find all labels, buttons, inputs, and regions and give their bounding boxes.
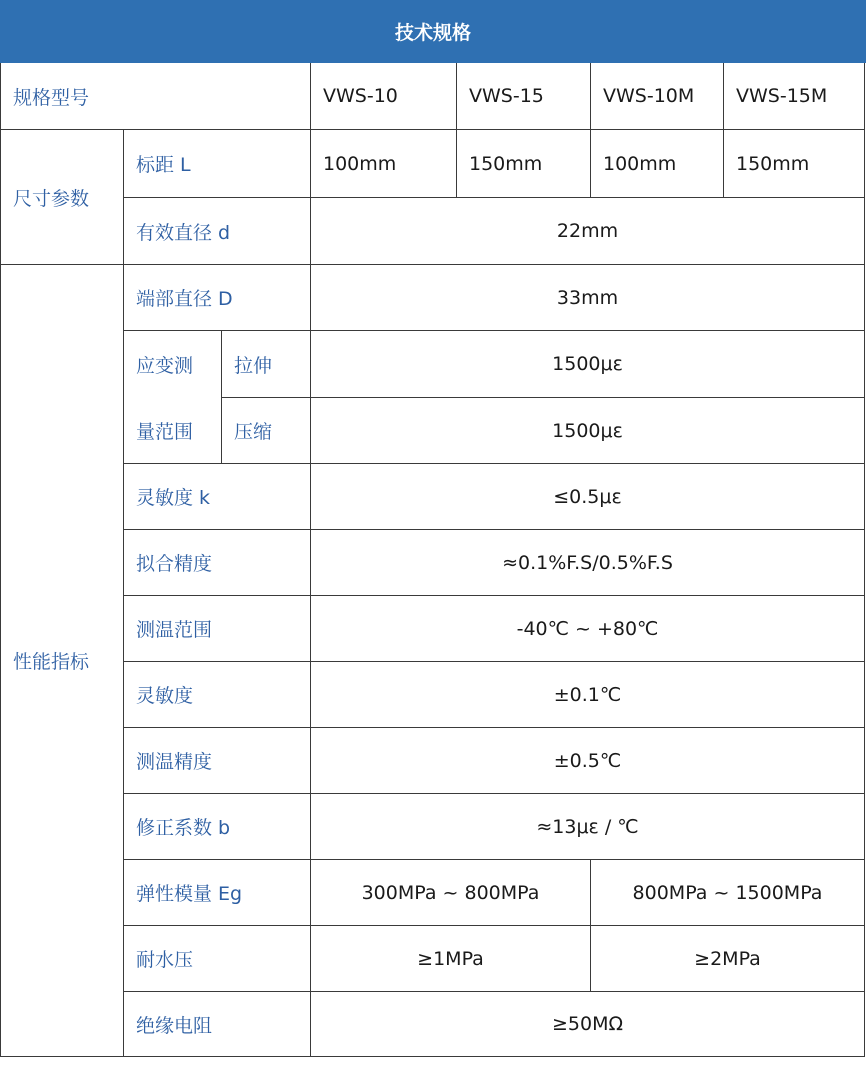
elastic-modulus-value: 800MPa ~ 1500MPa — [591, 860, 865, 926]
end-diameter-value: 33mm — [311, 265, 865, 331]
temp-range-value: -40℃ ~ +80℃ — [311, 596, 865, 662]
elastic-modulus-value: 300MPa ~ 800MPa — [311, 860, 591, 926]
strain-range-label-line2: 量范围 — [124, 398, 222, 464]
temp-sensitivity-label: 灵敏度 — [124, 662, 311, 728]
correction-b-value: ≈13με / ℃ — [311, 794, 865, 860]
insulation-label: 绝缘电阻 — [124, 992, 311, 1057]
fit-accuracy-label: 拟合精度 — [124, 530, 311, 596]
temp-accuracy-label: 测温精度 — [124, 728, 311, 794]
gauge-length-value: 100mm — [311, 130, 457, 198]
sensitivity-k-value: ≤0.5με — [311, 464, 865, 530]
gauge-length-value: 100mm — [591, 130, 724, 198]
model-cell: VWS-10M — [591, 63, 724, 130]
water-pressure-label: 耐水压 — [124, 926, 311, 992]
fit-accuracy-value: ≈0.1%F.S/0.5%F.S — [311, 530, 865, 596]
tension-value: 1500με — [311, 331, 865, 398]
strain-range-label-line1: 应变测 — [124, 331, 222, 398]
temp-accuracy-value: ±0.5℃ — [311, 728, 865, 794]
gauge-length-label: 标距 L — [124, 130, 311, 198]
insulation-value: ≥50MΩ — [311, 992, 865, 1057]
end-diameter-label: 端部直径 D — [124, 265, 311, 331]
dimensions-group-label: 尺寸参数 — [0, 130, 124, 265]
elastic-modulus-label: 弹性模量 Eg — [124, 860, 311, 926]
effective-diameter-value: 22mm — [311, 198, 865, 265]
gauge-length-value: 150mm — [457, 130, 591, 198]
correction-b-label: 修正系数 b — [124, 794, 311, 860]
model-cell: VWS-15M — [724, 63, 865, 130]
compression-value: 1500με — [311, 398, 865, 464]
water-pressure-value: ≥1MPa — [311, 926, 591, 992]
model-label: 规格型号 — [0, 63, 311, 130]
effective-diameter-label: 有效直径 d — [124, 198, 311, 265]
temp-range-label: 测温范围 — [124, 596, 311, 662]
gauge-length-value: 150mm — [724, 130, 865, 198]
model-cell: VWS-15 — [457, 63, 591, 130]
temp-sensitivity-value: ±0.1℃ — [311, 662, 865, 728]
water-pressure-value: ≥2MPa — [591, 926, 865, 992]
compression-label: 压缩 — [222, 398, 311, 464]
model-cell: VWS-10 — [311, 63, 457, 130]
sensitivity-k-label: 灵敏度 k — [124, 464, 311, 530]
performance-group-label: 性能指标 — [0, 265, 124, 1057]
table-title: 技术规格 — [0, 0, 866, 63]
tension-label: 拉伸 — [222, 331, 311, 398]
